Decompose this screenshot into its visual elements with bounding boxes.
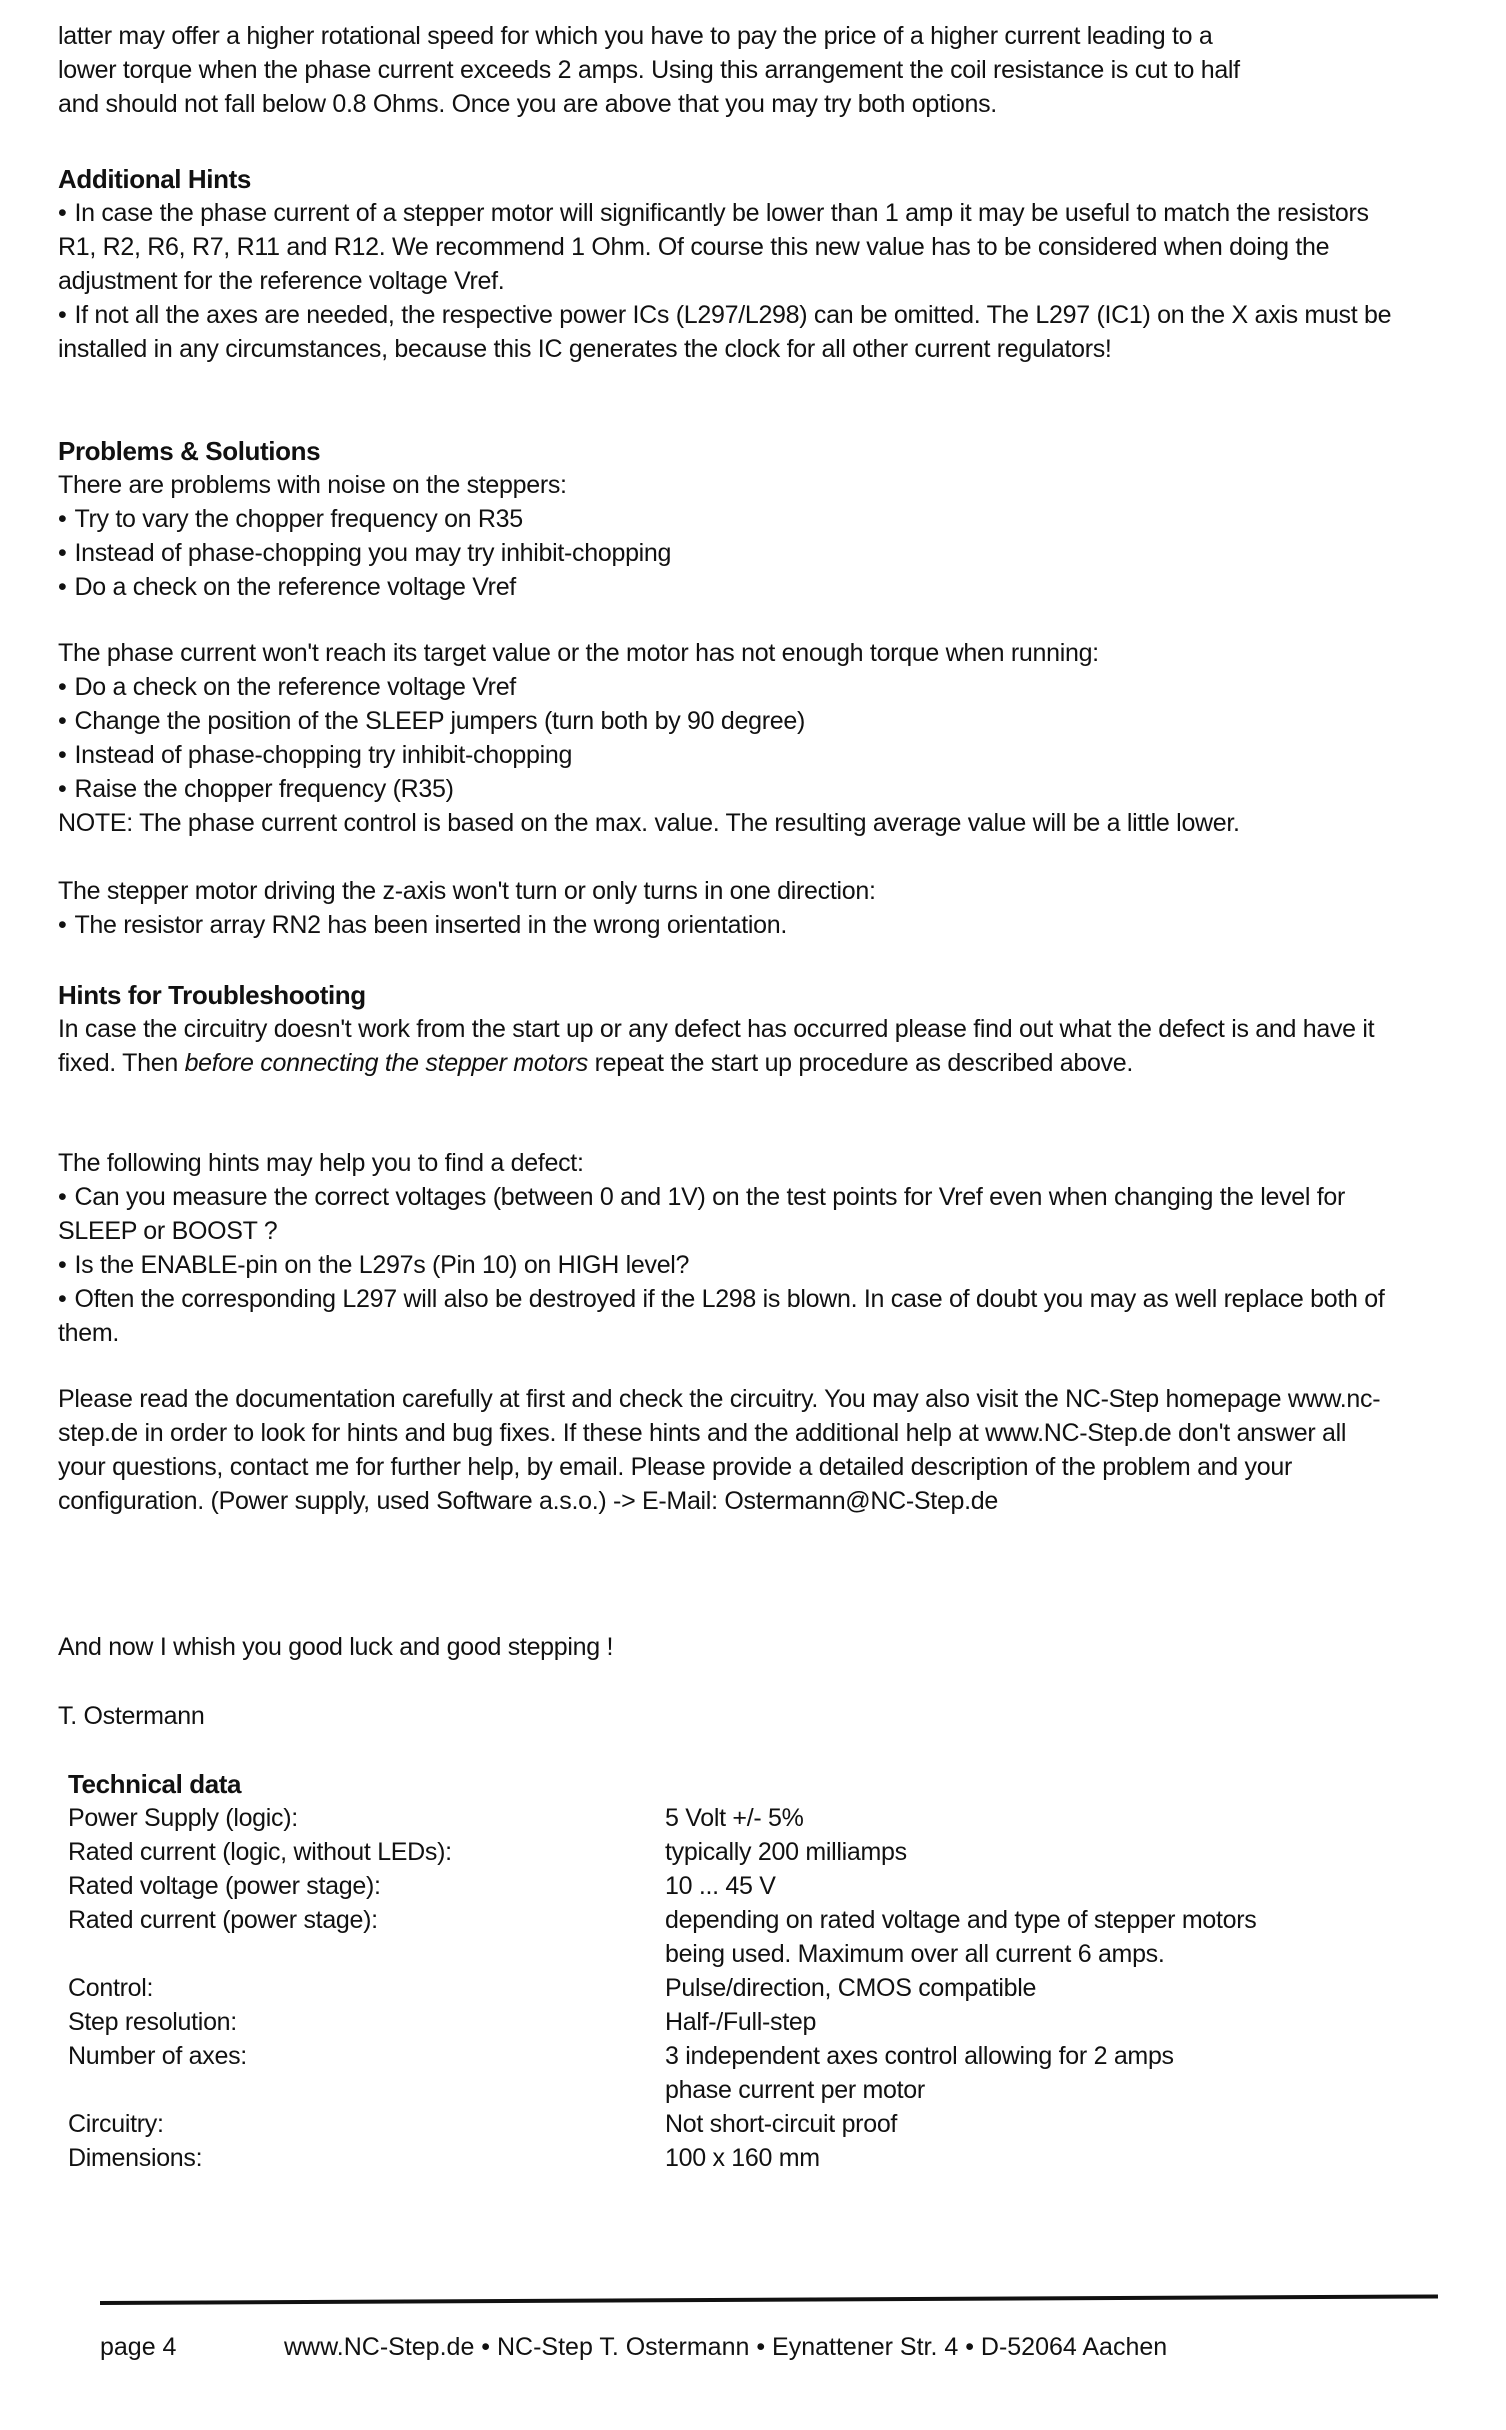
- tech-value: Half-/Full-step: [665, 2008, 817, 2036]
- technical-data-section: [68, 1767, 1468, 2175]
- tech-label: Control:: [68, 1974, 154, 2002]
- tech-value: 5 Volt +/- 5%: [665, 1804, 804, 1832]
- tech-value: Pulse/direction, CMOS compatible: [665, 1974, 1037, 2002]
- section-heading: Hints for Troubleshooting: [58, 980, 366, 1010]
- tech-label: Step resolution:: [68, 2008, 237, 2036]
- list-item: • In case the phase current of a stepper motor will significantly be lower than 1 amp it may be useful to match the resistors R1, R2, R6, R7, R11 and R12. We recommend 1 Ohm. Of course this new value has to be considered when doing the adjustment for the reference voltage Vref.: [58, 196, 1398, 298]
- note-text: NOTE: The phase current control is based on the max. value. The resulting average value will be a little lower.: [58, 809, 1240, 837]
- tech-row: [68, 2039, 1468, 2107]
- tech-value: 100 x 160 mm: [665, 2144, 820, 2172]
- tech-value: Not short-circuit proof: [665, 2110, 898, 2138]
- tech-label: Rated voltage (power stage):: [68, 1872, 381, 1900]
- list-item: • Is the ENABLE-pin on the L297s (Pin 10) on HIGH level?: [58, 1248, 1398, 1282]
- list-item: • Change the position of the SLEEP jumpers (turn both by 90 degree): [58, 704, 1458, 738]
- intro-paragraph: [58, 19, 1458, 121]
- tech-row: [68, 1801, 1468, 1835]
- section-heading: Technical data: [68, 1769, 242, 1799]
- tech-row: [68, 2005, 1468, 2039]
- signature-text: T. Ostermann: [58, 1702, 205, 1730]
- emphasis-text: before connecting the stepper motors: [184, 1049, 588, 1077]
- tech-row: [68, 2107, 1468, 2141]
- list-item: • Often the corresponding L297 will also be destroyed if the L298 is blown. In case of doubt you may as well replace both of them.: [58, 1282, 1398, 1350]
- tech-row: [68, 1971, 1468, 2005]
- intro-line: lower torque when the phase current exceeds 2 amps. Using this arrangement the coil resistance is cut to half: [58, 56, 1240, 84]
- troubleshooting-section: [58, 978, 1418, 1080]
- list-item: • Instead of phase-chopping try inhibit-chopping: [58, 738, 1458, 772]
- tech-row: [68, 1903, 1468, 1971]
- problem-intro: There are problems with noise on the steppers:: [58, 471, 567, 499]
- intro-line: latter may offer a higher rotational speed for which you have to pay the price of a higher current leading to a: [58, 22, 1213, 50]
- tech-label: Number of axes:: [68, 2042, 247, 2070]
- list-item: • Do a check on the reference voltage Vref: [58, 570, 1458, 604]
- wish-text: And now I whish you good luck and good stepping !: [58, 1633, 614, 1661]
- list-item: • The resistor array RN2 has been inserted in the wrong orientation.: [58, 908, 1458, 942]
- tech-value: depending on rated voltage and type of stepper motors being used. Maximum over all current 6 amps.: [665, 1906, 1257, 1968]
- tech-label: Rated current (power stage):: [68, 1906, 378, 1934]
- tech-label: Dimensions:: [68, 2144, 203, 2172]
- intro-line: and should not fall below 0.8 Ohms. Once you are above that you may try both options.: [58, 90, 997, 118]
- list-item: • Can you measure the correct voltages (between 0 and 1V) on the test points for Vref even when changing the level for SLEEP or BOOST ?: [58, 1180, 1398, 1248]
- zaxis-problem: [58, 874, 1458, 942]
- tech-row: [68, 1869, 1468, 1903]
- paragraph-text: In case the circuitry doesn't work from the start up or any defect has occurred please find out what the defect is and have it fixed. Then: [58, 1015, 1375, 1077]
- contact-paragraph: [58, 1382, 1388, 1518]
- page-number: page 4: [100, 2333, 177, 2361]
- section-heading: Additional Hints: [58, 164, 251, 194]
- tech-row: [68, 1835, 1468, 1869]
- paragraph-text: repeat the start up procedure as described above.: [587, 1049, 1133, 1077]
- additional-hints-section: [58, 162, 1398, 366]
- hints-intro: The following hints may help you to find a defect:: [58, 1149, 584, 1177]
- tech-label: Circuitry:: [68, 2110, 164, 2138]
- footer-divider: [100, 2294, 1438, 2305]
- tech-label: Power Supply (logic):: [68, 1804, 298, 1832]
- torque-problem: [58, 636, 1458, 840]
- tech-value: 10 ... 45 V: [665, 1872, 776, 1900]
- tech-row: [68, 2141, 1468, 2175]
- list-item: • Do a check on the reference voltage Vref: [58, 670, 1458, 704]
- signature: [58, 1699, 1458, 1733]
- closing-wish: [58, 1630, 1458, 1664]
- problem-intro: The stepper motor driving the z-axis won't turn or only turns in one direction:: [58, 877, 876, 905]
- list-item: • Instead of phase-chopping you may try inhibit-chopping: [58, 536, 1458, 570]
- defect-hints: [58, 1146, 1398, 1350]
- list-item: • Raise the chopper frequency (R35): [58, 772, 1458, 806]
- tech-value: typically 200 milliamps: [665, 1838, 907, 1866]
- tech-label: Rated current (logic, without LEDs):: [68, 1838, 452, 1866]
- list-item: • Try to vary the chopper frequency on R35: [58, 502, 1458, 536]
- tech-value: 3 independent axes control allowing for 2 amps phase current per motor: [665, 2042, 1174, 2104]
- contact-text: Please read the documentation carefully at first and check the circuitry. You may also visit the NC-Step homepage www.nc-step.de in order to look for hints and bug fixes. If these hints and the additional help at www.NC-Step.de don't answer all your questions, contact me for further help, by email. Please provide a detailed description of the problem and your configuration. (Power supply, used Software a.s.o.) -> E-Mail: Ostermann@NC-Step.de: [58, 1385, 1381, 1515]
- footer-address: www.NC-Step.de • NC-Step T. Ostermann • Eynattener Str. 4 • D-52064 Aachen: [284, 2333, 1168, 2361]
- list-item: • If not all the axes are needed, the respective power ICs (L297/L298) can be omitted. The L297 (IC1) on the X axis must be installed in any circumstances, because this IC generates the clock for all other current regulators!: [58, 298, 1398, 366]
- problem-intro: The phase current won't reach its target value or the motor has not enough torque when running:: [58, 639, 1099, 667]
- troubleshooting-paragraph: [58, 1012, 1418, 1080]
- section-heading: Problems & Solutions: [58, 436, 321, 466]
- problems-section: [58, 434, 1458, 604]
